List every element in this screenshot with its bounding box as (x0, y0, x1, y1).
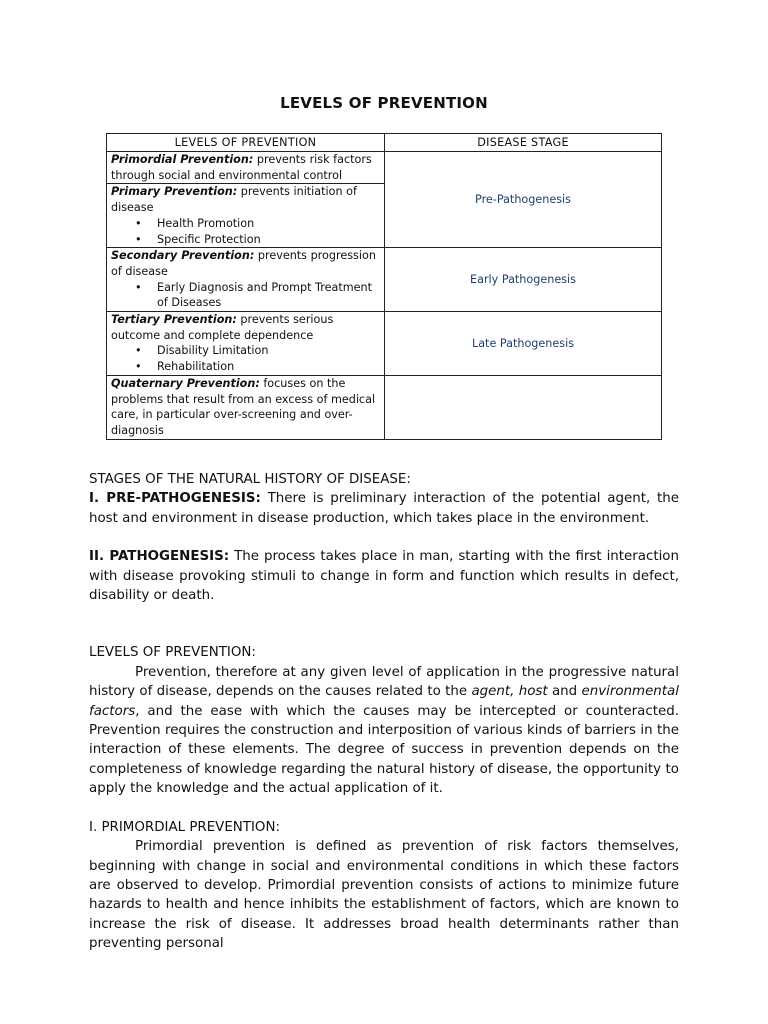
secondary-cell (107, 248, 385, 312)
pre-pathogenesis-label: I. PRE-PATHOGENESIS: (89, 491, 261, 507)
level-description: prevents serious outcome and complete dependence (111, 313, 334, 342)
table-row (107, 375, 662, 439)
stage-cell: Early Pathogenesis (385, 248, 662, 312)
table-row (107, 248, 662, 312)
pre-pathogenesis-text: There is preliminary interaction of the potential agent, the host and environment in disease production, which takes place in the environment. (89, 491, 679, 526)
quaternary-cell (107, 375, 385, 439)
agent-host-text: agent, host (471, 684, 548, 700)
header-disease-stage: DISEASE STAGE (385, 134, 662, 152)
primary-cell (107, 184, 385, 248)
document-body (89, 470, 679, 954)
primordial-cell (107, 152, 385, 184)
level-description: prevents progression of disease (111, 249, 376, 278)
environmental-factors-text: environmental factors (89, 684, 679, 719)
levels-text-1: Prevention, therefore at any given level of application in the progressive natural history of disease, depends on the causes related to the (89, 664, 679, 700)
pathogenesis-text: The process takes place in man, starting with the first interaction with disease provoking stimuli to change in form and function which results in defect, disability or death. (89, 549, 679, 604)
bullet-list (111, 216, 380, 247)
level-description: prevents risk factors through social and environmental control (111, 153, 372, 182)
primordial-heading: I. PRIMORDIAL PREVENTION: (89, 819, 280, 835)
primordial-paragraph: Primordial prevention is defined as prevention of risk factors themselves, beginning with change in social and environmental conditions in which these factors are observed to develop. Primordial prevention consists of actions to minimize future hazards to health and hence inhibits the establishment of factors, which are known to increase the risk of disease. It addresses broad health determinants rather than preventing personal (89, 839, 679, 952)
pre-pathogenesis-paragraph (89, 489, 679, 528)
level-description: prevents initiation of disease (111, 185, 357, 215)
list-item: • Specific Protection (157, 232, 380, 248)
level-description: focuses on the problems that result from an excess of medical care, in particular over-screening and over-diagnosis (111, 376, 376, 437)
pathogenesis-paragraph (89, 547, 679, 605)
levels-text-2: , and the ease with which the causes may be intercepted or counteracted. Prevention requires the construction and interposition of various kinds of barriers in the interaction of these elements. The degree of success in prevention depends on the completeness of knowledge regarding the natural history of disease, the opportunity to apply the knowledge and the actual application of it. (89, 703, 679, 797)
level-name: Secondary Prevention: (111, 249, 255, 263)
levels-heading: LEVELS OF PREVENTION: (89, 645, 256, 661)
header-levels: LEVELS OF PREVENTION (107, 134, 385, 152)
prevention-levels-table (106, 133, 662, 440)
list-item: • Disability Limitation (157, 343, 380, 359)
tertiary-cell (107, 312, 385, 376)
and-text: and (547, 684, 582, 700)
levels-paragraph (89, 663, 679, 799)
list-item: • Rehabilitation (157, 359, 380, 375)
stage-cell: Late Pathogenesis (385, 312, 662, 376)
list-item: • Health Promotion (157, 216, 380, 232)
level-name: Tertiary Prevention: (111, 313, 237, 327)
bullet-list (111, 343, 380, 374)
table-header-row (107, 134, 662, 152)
stage-cell (385, 375, 662, 439)
stage-cell: Pre-Pathogenesis (385, 152, 662, 248)
level-name: Primordial Prevention: (111, 153, 254, 166)
pathogenesis-label: II. PATHOGENESIS: (89, 549, 230, 565)
table-row (107, 152, 662, 184)
table-row (107, 312, 662, 376)
stages-heading: STAGES OF THE NATURAL HISTORY OF DISEASE: (89, 472, 411, 487)
bullet-list (111, 280, 380, 311)
document-title: LEVELS OF PREVENTION (280, 94, 488, 112)
list-item: • Early Diagnosis and Prompt Treatment of Diseases (157, 280, 380, 311)
level-name: Primary Prevention: (111, 185, 238, 199)
level-name: Quaternary Prevention: (111, 376, 260, 390)
